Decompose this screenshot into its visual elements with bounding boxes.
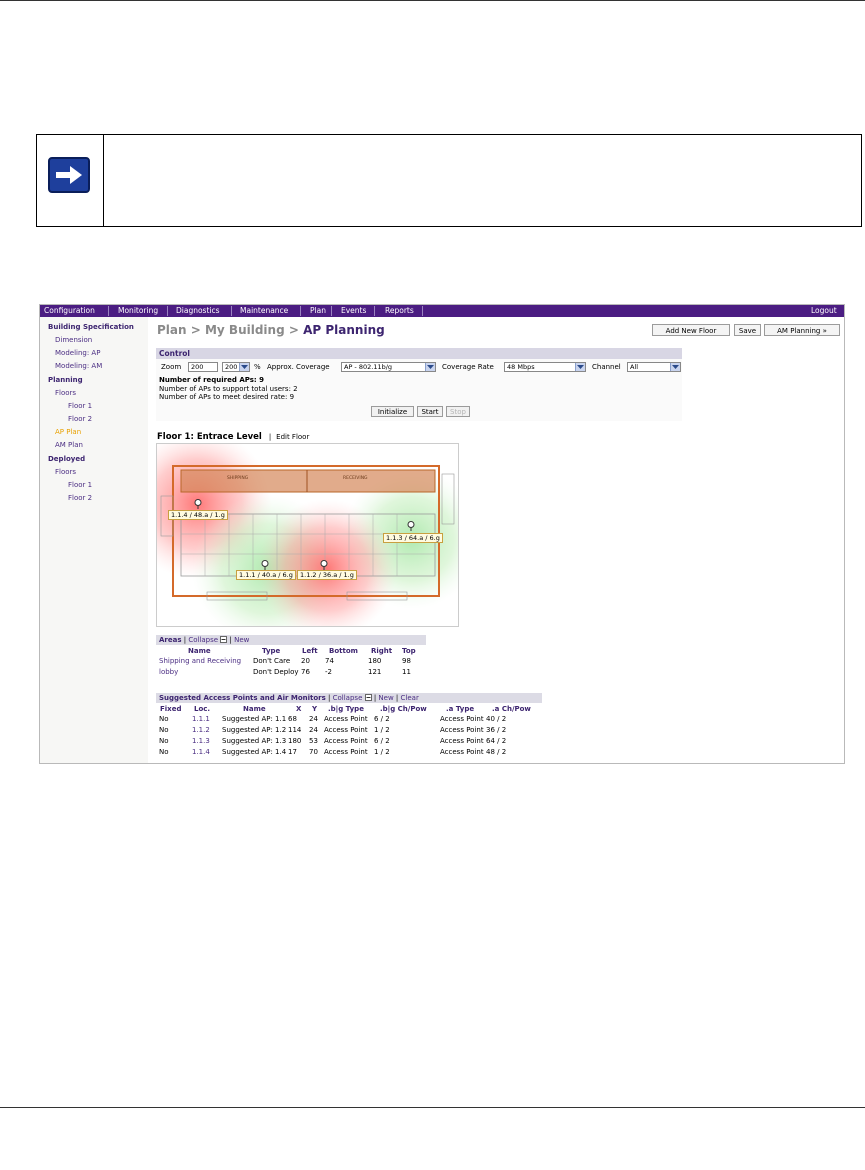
areas-row-1-name[interactable]: lobby bbox=[159, 668, 179, 676]
nav-diagnostics[interactable]: Diagnostics bbox=[176, 306, 220, 315]
breadcrumb-plan[interactable]: Plan bbox=[157, 323, 187, 337]
collapse-box-icon[interactable] bbox=[365, 694, 372, 701]
areas-row-0-name[interactable]: Shipping and Receiving bbox=[159, 657, 242, 665]
suggested-row-1-a-chpow: 36 / 2 bbox=[486, 726, 507, 734]
suggested-row-1-x: 114 bbox=[288, 726, 302, 734]
map-pin-icon[interactable] bbox=[194, 499, 202, 509]
coverage-select-value: AP - 802.11b/g bbox=[344, 363, 393, 371]
breadcrumb bbox=[157, 323, 385, 337]
map-pin-icon[interactable] bbox=[320, 560, 328, 570]
nav-monitoring[interactable]: Monitoring bbox=[118, 306, 159, 315]
areas-row-0-top: 98 bbox=[402, 657, 411, 665]
areas-row-1-right: 121 bbox=[368, 668, 382, 676]
nav-maintenance[interactable]: Maintenance bbox=[240, 306, 289, 315]
areas-row-0-left: 20 bbox=[301, 657, 310, 665]
suggested-row-3-x: 17 bbox=[288, 748, 297, 756]
suggested-row-3-loc[interactable]: 1.1.4 bbox=[192, 748, 210, 756]
suggested-col-x[interactable]: X bbox=[296, 705, 302, 713]
suggested-col-bg-type[interactable]: .b|g Type bbox=[328, 705, 364, 713]
suggested-row-0-fixed: No bbox=[159, 715, 169, 723]
footer-rule bbox=[0, 1107, 865, 1108]
areas-row-1-type: Don't Deploy bbox=[253, 668, 299, 676]
sidebar-item-deployed-floor-2[interactable]: Floor 2 bbox=[68, 494, 93, 502]
areas-row-0-right: 180 bbox=[368, 657, 382, 665]
suggested-row-0-name: Suggested AP: 1.1 bbox=[222, 715, 287, 723]
separator: | bbox=[181, 636, 189, 644]
suggested-row-0-bg-type: Access Point bbox=[324, 715, 368, 723]
suggested-row-1-bg-type: Access Point bbox=[324, 726, 368, 734]
suggested-row-3-a-chpow: 48 / 2 bbox=[486, 748, 507, 756]
areas-col-type[interactable]: Type bbox=[262, 647, 281, 655]
room-receiving-label: RECEIVING bbox=[343, 476, 368, 481]
coverage-rate-label: Coverage Rate bbox=[442, 363, 494, 371]
areas-table-header bbox=[156, 635, 426, 645]
chevron-down-icon bbox=[670, 363, 680, 371]
suggested-row-1-name: Suggested AP: 1.2 bbox=[222, 726, 287, 734]
sidebar-item-modeling-ap[interactable]: Modeling: AP bbox=[55, 349, 101, 357]
suggested-row-2-bg-type: Access Point bbox=[324, 737, 368, 745]
coverage-label: Approx. Coverage bbox=[267, 363, 330, 371]
chevron-down-icon bbox=[575, 363, 585, 371]
sidebar-item-planning-floors[interactable]: Floors bbox=[55, 389, 77, 397]
ap-label-1-1-2[interactable]: 1.1.2 / 36.a / 1.g bbox=[297, 570, 357, 580]
suggested-row-2-y: 53 bbox=[309, 737, 318, 745]
control-panel bbox=[156, 348, 682, 421]
top-nav-bar bbox=[40, 305, 844, 317]
sidebar-item-planning-floor-1[interactable]: Floor 1 bbox=[68, 402, 93, 410]
chevron-down-icon bbox=[239, 363, 249, 371]
page-title: AP Planning bbox=[303, 323, 385, 337]
suggested-col-a-type[interactable]: .a Type bbox=[446, 705, 475, 713]
areas-row-1-left: 76 bbox=[301, 668, 310, 676]
suggested-row-1-y: 24 bbox=[309, 726, 318, 734]
suggested-row-1-bg-chpow: 1 / 2 bbox=[374, 726, 390, 734]
suggested-aps-table bbox=[156, 693, 542, 763]
suggested-row-2-a-chpow: 64 / 2 bbox=[486, 737, 507, 745]
areas-row-0-bottom: 74 bbox=[325, 657, 334, 665]
sidebar-item-planning-floor-2[interactable]: Floor 2 bbox=[68, 415, 93, 423]
zoom-select-value: 200 bbox=[225, 363, 238, 371]
coverage-rate-value: 48 Mbps bbox=[507, 363, 535, 371]
channel-select-value: All bbox=[630, 363, 639, 371]
nav-events[interactable]: Events bbox=[341, 306, 367, 315]
stop-button[interactable]: Stop bbox=[446, 406, 470, 417]
suggested-col-bg-chpow[interactable]: .b|g Ch/Pow bbox=[380, 705, 427, 713]
areas-col-top[interactable]: Top bbox=[402, 647, 416, 655]
sidebar-item-dimension[interactable]: Dimension bbox=[55, 336, 93, 344]
suggested-row-2-name: Suggested AP: 1.3 bbox=[222, 737, 287, 745]
suggested-row-3-bg-type: Access Point bbox=[324, 748, 368, 756]
zoom-input[interactable]: 200 bbox=[188, 362, 218, 372]
note-icon-cell bbox=[37, 135, 104, 226]
separator: | bbox=[371, 694, 379, 702]
areas-col-bottom[interactable]: Bottom bbox=[329, 647, 358, 655]
channel-select[interactable] bbox=[627, 362, 681, 372]
separator: | bbox=[325, 694, 333, 702]
sidebar-item-am-plan[interactable]: AM Plan bbox=[55, 441, 83, 449]
suggested-col-y[interactable]: Y bbox=[312, 705, 318, 713]
chevron-down-icon bbox=[425, 363, 435, 371]
coverage-select[interactable] bbox=[341, 362, 436, 372]
separator: | bbox=[227, 636, 235, 644]
floor-heading bbox=[157, 432, 309, 442]
suggested-row-3-bg-chpow: 1 / 2 bbox=[374, 748, 390, 756]
suggested-row-1-loc[interactable]: 1.1.2 bbox=[192, 726, 210, 734]
suggested-row-2-loc[interactable]: 1.1.3 bbox=[192, 737, 210, 745]
suggested-row-2-fixed: No bbox=[159, 737, 169, 745]
areas-col-left[interactable]: Left bbox=[302, 647, 318, 655]
zoom-label: Zoom bbox=[161, 363, 182, 371]
start-button[interactable]: Start bbox=[417, 406, 443, 417]
areas-row-0-type: Don't Care bbox=[253, 657, 291, 665]
suggested-col-name[interactable]: Name bbox=[243, 705, 266, 713]
sidebar-header-planning: Planning bbox=[48, 376, 83, 384]
logout-link[interactable]: Logout bbox=[811, 306, 837, 315]
floor-title: Floor 1: Entrace Level bbox=[157, 432, 262, 442]
nav-reports[interactable]: Reports bbox=[385, 306, 414, 315]
suggested-col-loc[interactable]: Loc. bbox=[194, 705, 211, 713]
add-new-floor-button[interactable]: Add New Floor bbox=[652, 324, 730, 336]
suggested-clear-link[interactable]: Clear bbox=[400, 694, 419, 702]
separator: | bbox=[393, 694, 401, 702]
sidebar-item-deployed-floor-1[interactable]: Floor 1 bbox=[68, 481, 93, 489]
sidebar-header-building-specification: Building Specification bbox=[48, 323, 134, 331]
ap-label-1-1-3[interactable]: 1.1.3 / 64.a / 6.g bbox=[383, 533, 443, 543]
suggested-row-0-x: 68 bbox=[288, 715, 297, 723]
nav-configuration[interactable]: Configuration bbox=[44, 306, 95, 315]
nav-plan[interactable]: Plan bbox=[310, 306, 326, 315]
suggested-row-0-a-chpow: 40 / 2 bbox=[486, 715, 507, 723]
suggested-row-2-x: 180 bbox=[288, 737, 302, 745]
zoom-percent-label: % bbox=[254, 363, 261, 371]
ap-planning-screen bbox=[39, 304, 845, 764]
sidebar bbox=[40, 317, 148, 763]
map-pin-icon[interactable] bbox=[407, 521, 415, 531]
suggested-collapse-link[interactable]: Collapse bbox=[332, 694, 363, 702]
edit-floor-link[interactable]: Edit Floor bbox=[276, 433, 310, 441]
areas-col-name[interactable]: Name bbox=[188, 647, 211, 655]
support-users-text: Number of APs to support total users: 2 bbox=[159, 385, 298, 393]
sidebar-item-deployed-floors[interactable]: Floors bbox=[55, 468, 77, 476]
arrow-right-icon bbox=[48, 157, 90, 193]
required-aps-text: Number of required APs: 9 bbox=[159, 376, 265, 384]
suggested-row-0-loc[interactable]: 1.1.1 bbox=[192, 715, 210, 723]
suggested-row-1-a-type: Access Point bbox=[440, 726, 484, 734]
areas-row-1-bottom: -2 bbox=[325, 668, 332, 676]
note-box bbox=[36, 134, 862, 227]
sidebar-item-modeling-am[interactable]: Modeling: AM bbox=[55, 362, 103, 370]
suggested-table-header bbox=[156, 693, 542, 703]
areas-new-link[interactable]: New bbox=[234, 636, 250, 644]
areas-col-right[interactable]: Right bbox=[371, 647, 393, 655]
floor-title-separator: | bbox=[268, 433, 272, 441]
areas-row-1-top: 11 bbox=[402, 668, 411, 676]
control-panel-title: Control bbox=[156, 348, 682, 359]
suggested-title: Suggested Access Points and Air Monitors bbox=[159, 694, 326, 702]
areas-collapse-link[interactable]: Collapse bbox=[188, 636, 219, 644]
coverage-rate-select[interactable] bbox=[504, 362, 586, 372]
suggested-row-0-y: 24 bbox=[309, 715, 318, 723]
room-shipping-label: SHIPPING bbox=[227, 476, 249, 481]
suggested-row-0-bg-chpow: 6 / 2 bbox=[374, 715, 390, 723]
ap-label-1-1-4[interactable]: 1.1.4 / 48.a / 1.g bbox=[168, 510, 228, 520]
suggested-row-2-a-type: Access Point bbox=[440, 737, 484, 745]
save-button[interactable]: Save bbox=[734, 324, 761, 336]
breadcrumb-separator: > bbox=[186, 323, 205, 337]
map-pin-icon[interactable] bbox=[261, 560, 269, 570]
header-rule bbox=[0, 0, 865, 1]
suggested-row-3-name: Suggested AP: 1.4 bbox=[222, 748, 287, 756]
channel-label: Channel bbox=[592, 363, 621, 371]
desired-rate-text: Number of APs to meet desired rate: 9 bbox=[159, 393, 295, 401]
ap-label-1-1-1[interactable]: 1.1.1 / 40.a / 6.g bbox=[236, 570, 296, 580]
sidebar-item-ap-plan[interactable]: AP Plan bbox=[55, 428, 82, 436]
suggested-col-a-chpow[interactable]: .a Ch/Pow bbox=[492, 705, 531, 713]
suggested-row-3-fixed: No bbox=[159, 748, 169, 756]
zoom-select[interactable] bbox=[222, 362, 250, 372]
suggested-new-link[interactable]: New bbox=[378, 694, 394, 702]
suggested-col-fixed[interactable]: Fixed bbox=[160, 705, 182, 713]
sidebar-header-deployed: Deployed bbox=[48, 455, 86, 463]
areas-title: Areas bbox=[159, 636, 182, 644]
floor-map[interactable] bbox=[156, 443, 459, 627]
suggested-row-0-a-type: Access Point bbox=[440, 715, 484, 723]
suggested-row-3-y: 70 bbox=[309, 748, 318, 756]
areas-table bbox=[156, 635, 426, 685]
initialize-button[interactable]: Initialize bbox=[371, 406, 414, 417]
suggested-row-1-fixed: No bbox=[159, 726, 169, 734]
suggested-row-3-a-type: Access Point bbox=[440, 748, 484, 756]
breadcrumb-separator: > bbox=[284, 323, 304, 337]
am-planning-button[interactable]: AM Planning » bbox=[764, 324, 840, 336]
breadcrumb-building[interactable]: My Building bbox=[204, 323, 285, 337]
suggested-row-2-bg-chpow: 6 / 2 bbox=[374, 737, 390, 745]
